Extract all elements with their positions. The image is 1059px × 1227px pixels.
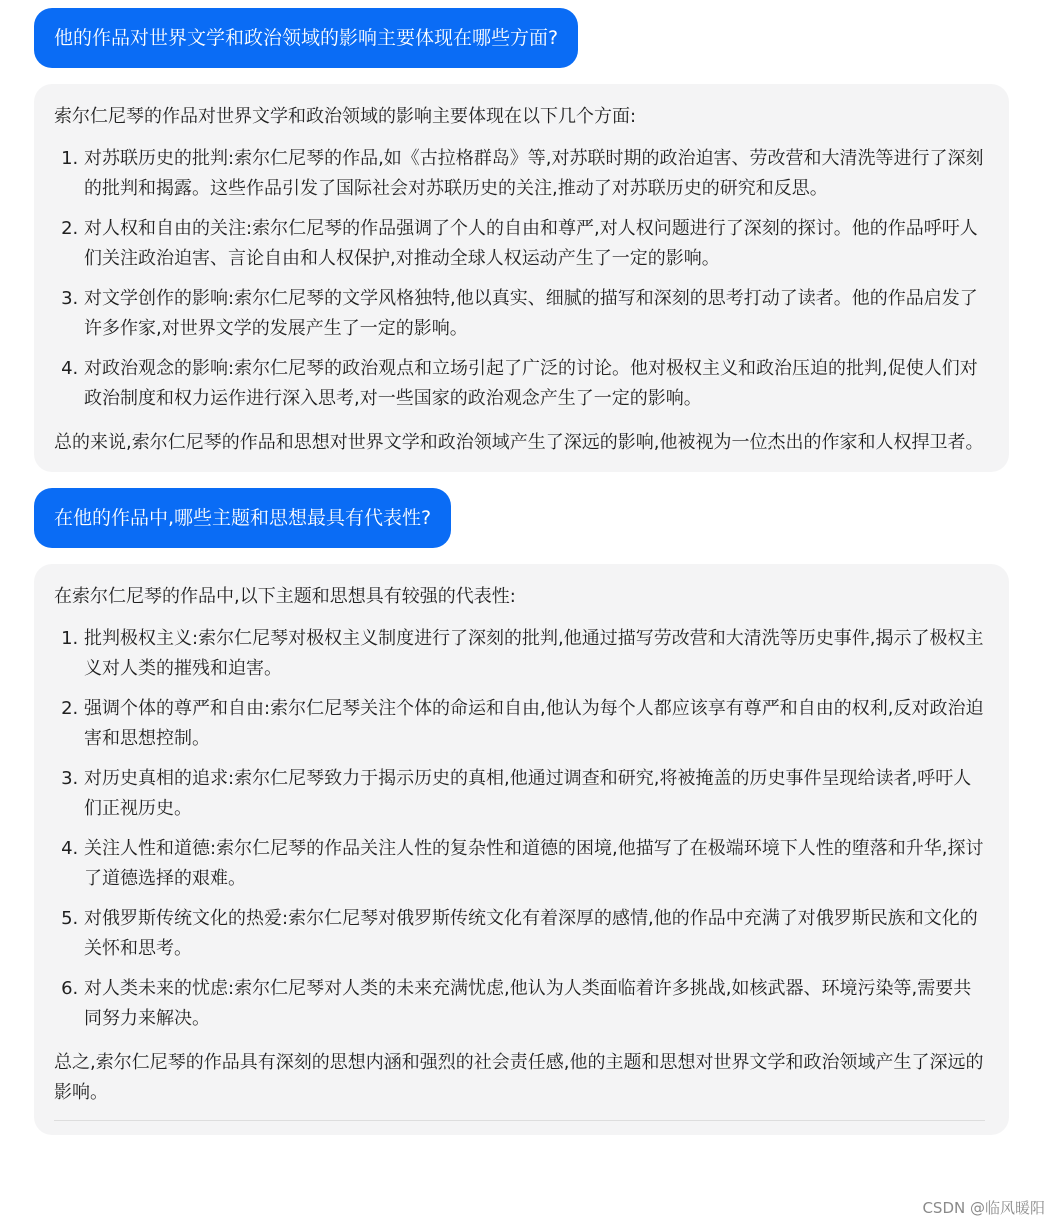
chat-thread	[34, 8, 1009, 1151]
list-item: 3. 对文学创作的影响:索尔仁尼琴的文学风格独特,他以真实、细腻的描写和深刻的思考打动了读者。他的作品启发了许多作家,对世界文学的发展产生了一定的影响。	[84, 284, 985, 344]
answer-summary: 总的来说,索尔仁尼琴的作品和思想对世界文学和政治领域产生了深远的影响,他被视为一位杰出的作家和人权捍卫者。	[54, 432, 984, 453]
list-item: 3. 对历史真相的追求:索尔仁尼琴致力于揭示历史的真相,他通过调查和研究,将被掩盖的历史事件呈现给读者,呼吁人们正视历史。	[84, 764, 985, 824]
answer-list	[54, 144, 985, 414]
watermark: CSDN @临风暖阳	[922, 1199, 1045, 1217]
user-message-2	[34, 488, 1009, 564]
user-message-1	[34, 8, 1009, 84]
list-item: 1. 批判极权主义:索尔仁尼琴对极权主义制度进行了深刻的批判,他通过描写劳改营和大清洗等历史事件,揭示了极权主义对人类的摧残和迫害。	[84, 624, 985, 684]
answer-intro: 索尔仁尼琴的作品对世界文学和政治领域的影响主要体现在以下几个方面:	[54, 106, 637, 127]
list-item: 1. 对苏联历史的批判:索尔仁尼琴的作品,如《古拉格群岛》等,对苏联时期的政治迫害、劳改营和大清洗等进行了深刻的批判和揭露。这些作品引发了国际社会对苏联历史的关注,推动了对苏联历史的研究和反思。	[84, 144, 985, 204]
answer-intro: 在索尔仁尼琴的作品中,以下主题和思想具有较强的代表性:	[54, 586, 516, 607]
user-bubble: 在他的作品中,哪些主题和思想最具有代表性?	[34, 488, 451, 548]
answer-list	[54, 624, 985, 1034]
list-item: 6. 对人类未来的忧虑:索尔仁尼琴对人类的未来充满忧虑,他认为人类面临着许多挑战,如核武器、环境污染等,需要共同努力来解决。	[84, 974, 985, 1034]
list-item: 4. 关注人性和道德:索尔仁尼琴的作品关注人性的复杂性和道德的困境,他描写了在极端环境下人性的堕落和升华,探讨了道德选择的艰难。	[84, 834, 985, 894]
list-item: 2. 强调个体的尊严和自由:索尔仁尼琴关注个体的命运和自由,他认为每个人都应该享有尊严和自由的权利,反对政治迫害和思想控制。	[84, 694, 985, 754]
list-item: 2. 对人权和自由的关注:索尔仁尼琴的作品强调了个人的自由和尊严,对人权问题进行了深刻的探讨。他的作品呼吁人们关注政治迫害、言论自由和人权保护,对推动全球人权运动产生了一定的影响。	[84, 214, 985, 274]
list-item: 4. 对政治观念的影响:索尔仁尼琴的政治观点和立场引起了广泛的讨论。他对极权主义和政治压迫的批判,促使人们对政治制度和权力运作进行深入思考,对一些国家的政治观念产生了一定的影响。	[84, 354, 985, 414]
divider	[54, 1120, 985, 1121]
answer-summary: 总之,索尔仁尼琴的作品具有深刻的思想内涵和强烈的社会责任感,他的主题和思想对世界文学和政治领域产生了深远的影响。	[54, 1052, 984, 1103]
user-bubble: 他的作品对世界文学和政治领域的影响主要体现在哪些方面?	[34, 8, 578, 68]
list-item: 5. 对俄罗斯传统文化的热爱:索尔仁尼琴对俄罗斯传统文化有着深厚的感情,他的作品中充满了对俄罗斯民族和文化的关怀和思考。	[84, 904, 985, 964]
assistant-message-2	[34, 564, 1009, 1135]
assistant-message-1	[34, 84, 1009, 472]
